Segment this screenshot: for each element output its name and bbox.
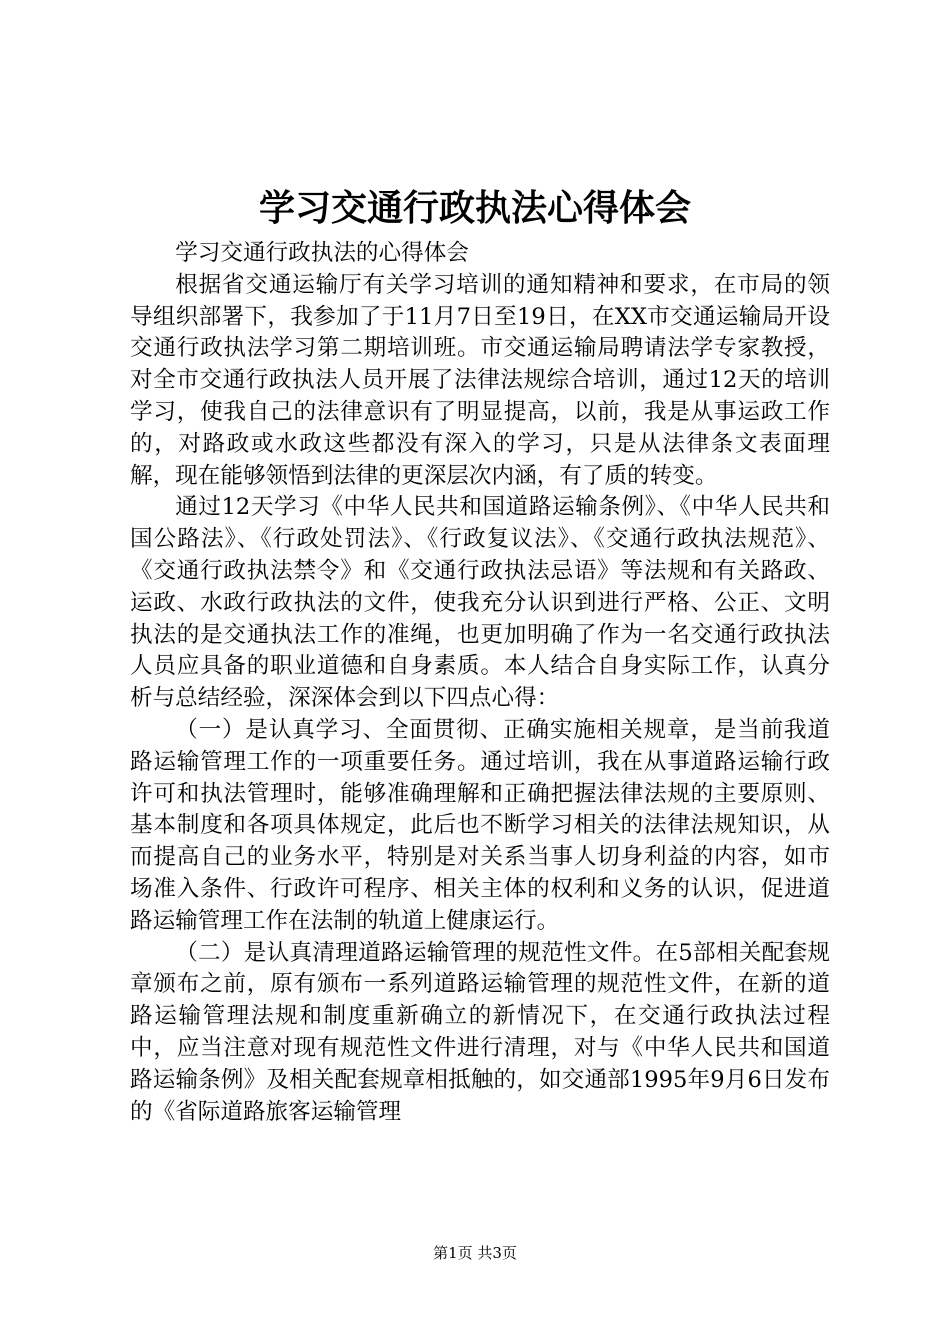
- paragraph-point-one: （一）是认真学习、全面贯彻、正确实施相关规章，是当前我道路运输管理工作的一项重要任务。通过培训，我在从事道路运输行政许可和执法管理时，能够准确理解和正确把握法律法规的主要原则、基本制度和各项具体规定，此后也不断学习相关的法律法规知识，从而提高自己的业务水平，特别是对关系当事人切身利益的内容，如市场准入条件、行政许可程序、相关主体的权利和义务的认识，促进道路运输管理工作在法制的轨道上健康运行。: [130, 716, 830, 934]
- paragraph-point-two: （二）是认真清理道路运输管理的规范性文件。在5部相关配套规章颁布之前，原有颁布一系列道路运输管理的规范性文件，在新的道路运输管理法规和制度重新确立的新情况下，在交通行政执法过程中，应当注意对现有规范性文件进行清理，对与《中华人民共和国道路运输条例》及相关配套规章相抵触的，如交通部1995年9月6日发布的《省际道路旅客运输管理: [130, 939, 830, 1125]
- paragraph-intro: 根据省交通运输厅有关学习培训的通知精神和要求，在市局的领导组织部署下，我参加了于11月7日至19日，在XX市交通运输局开设交通行政执法学习第二期培训班。市交通运输局聘请法学专家教授，对全市交通行政执法人员开展了法律法规综合培训，通过12天的培训学习，使我自己的法律意识有了明显提高，以前，我是从事运政工作的，对路政或水政这些都没有深入的学习，只是从法律条文表面理解，现在能够领悟到法律的更深层次内涵，有了质的转变。: [130, 271, 830, 489]
- document-title: 学习交通行政执法心得体会: [258, 187, 691, 229]
- document-body: [130, 238, 830, 1128]
- document-subtitle: 学习交通行政执法的心得体会: [175, 240, 469, 266]
- paragraph-study-summary: 通过12天学习《中华人民共和国道路运输条例》、《中华人民共和国公路法》、《行政处罚法》、《行政复议法》、《交通行政执法规范》、《交通行政执法禁令》和《交通行政执法忌语》等法规和有关路政、运政、水政行政执法的文件，使我充分认识到进行严格、公正、文明执法的是交通执法工作的准绳，也更加明确了作为一名交通行政执法人员应具备的职业道德和自身素质。本人结合自身实际工作，认真分析与总结经验，深深体会到以下四点心得：: [130, 494, 830, 712]
- page-footer: 第1页 共3页: [433, 1244, 517, 1262]
